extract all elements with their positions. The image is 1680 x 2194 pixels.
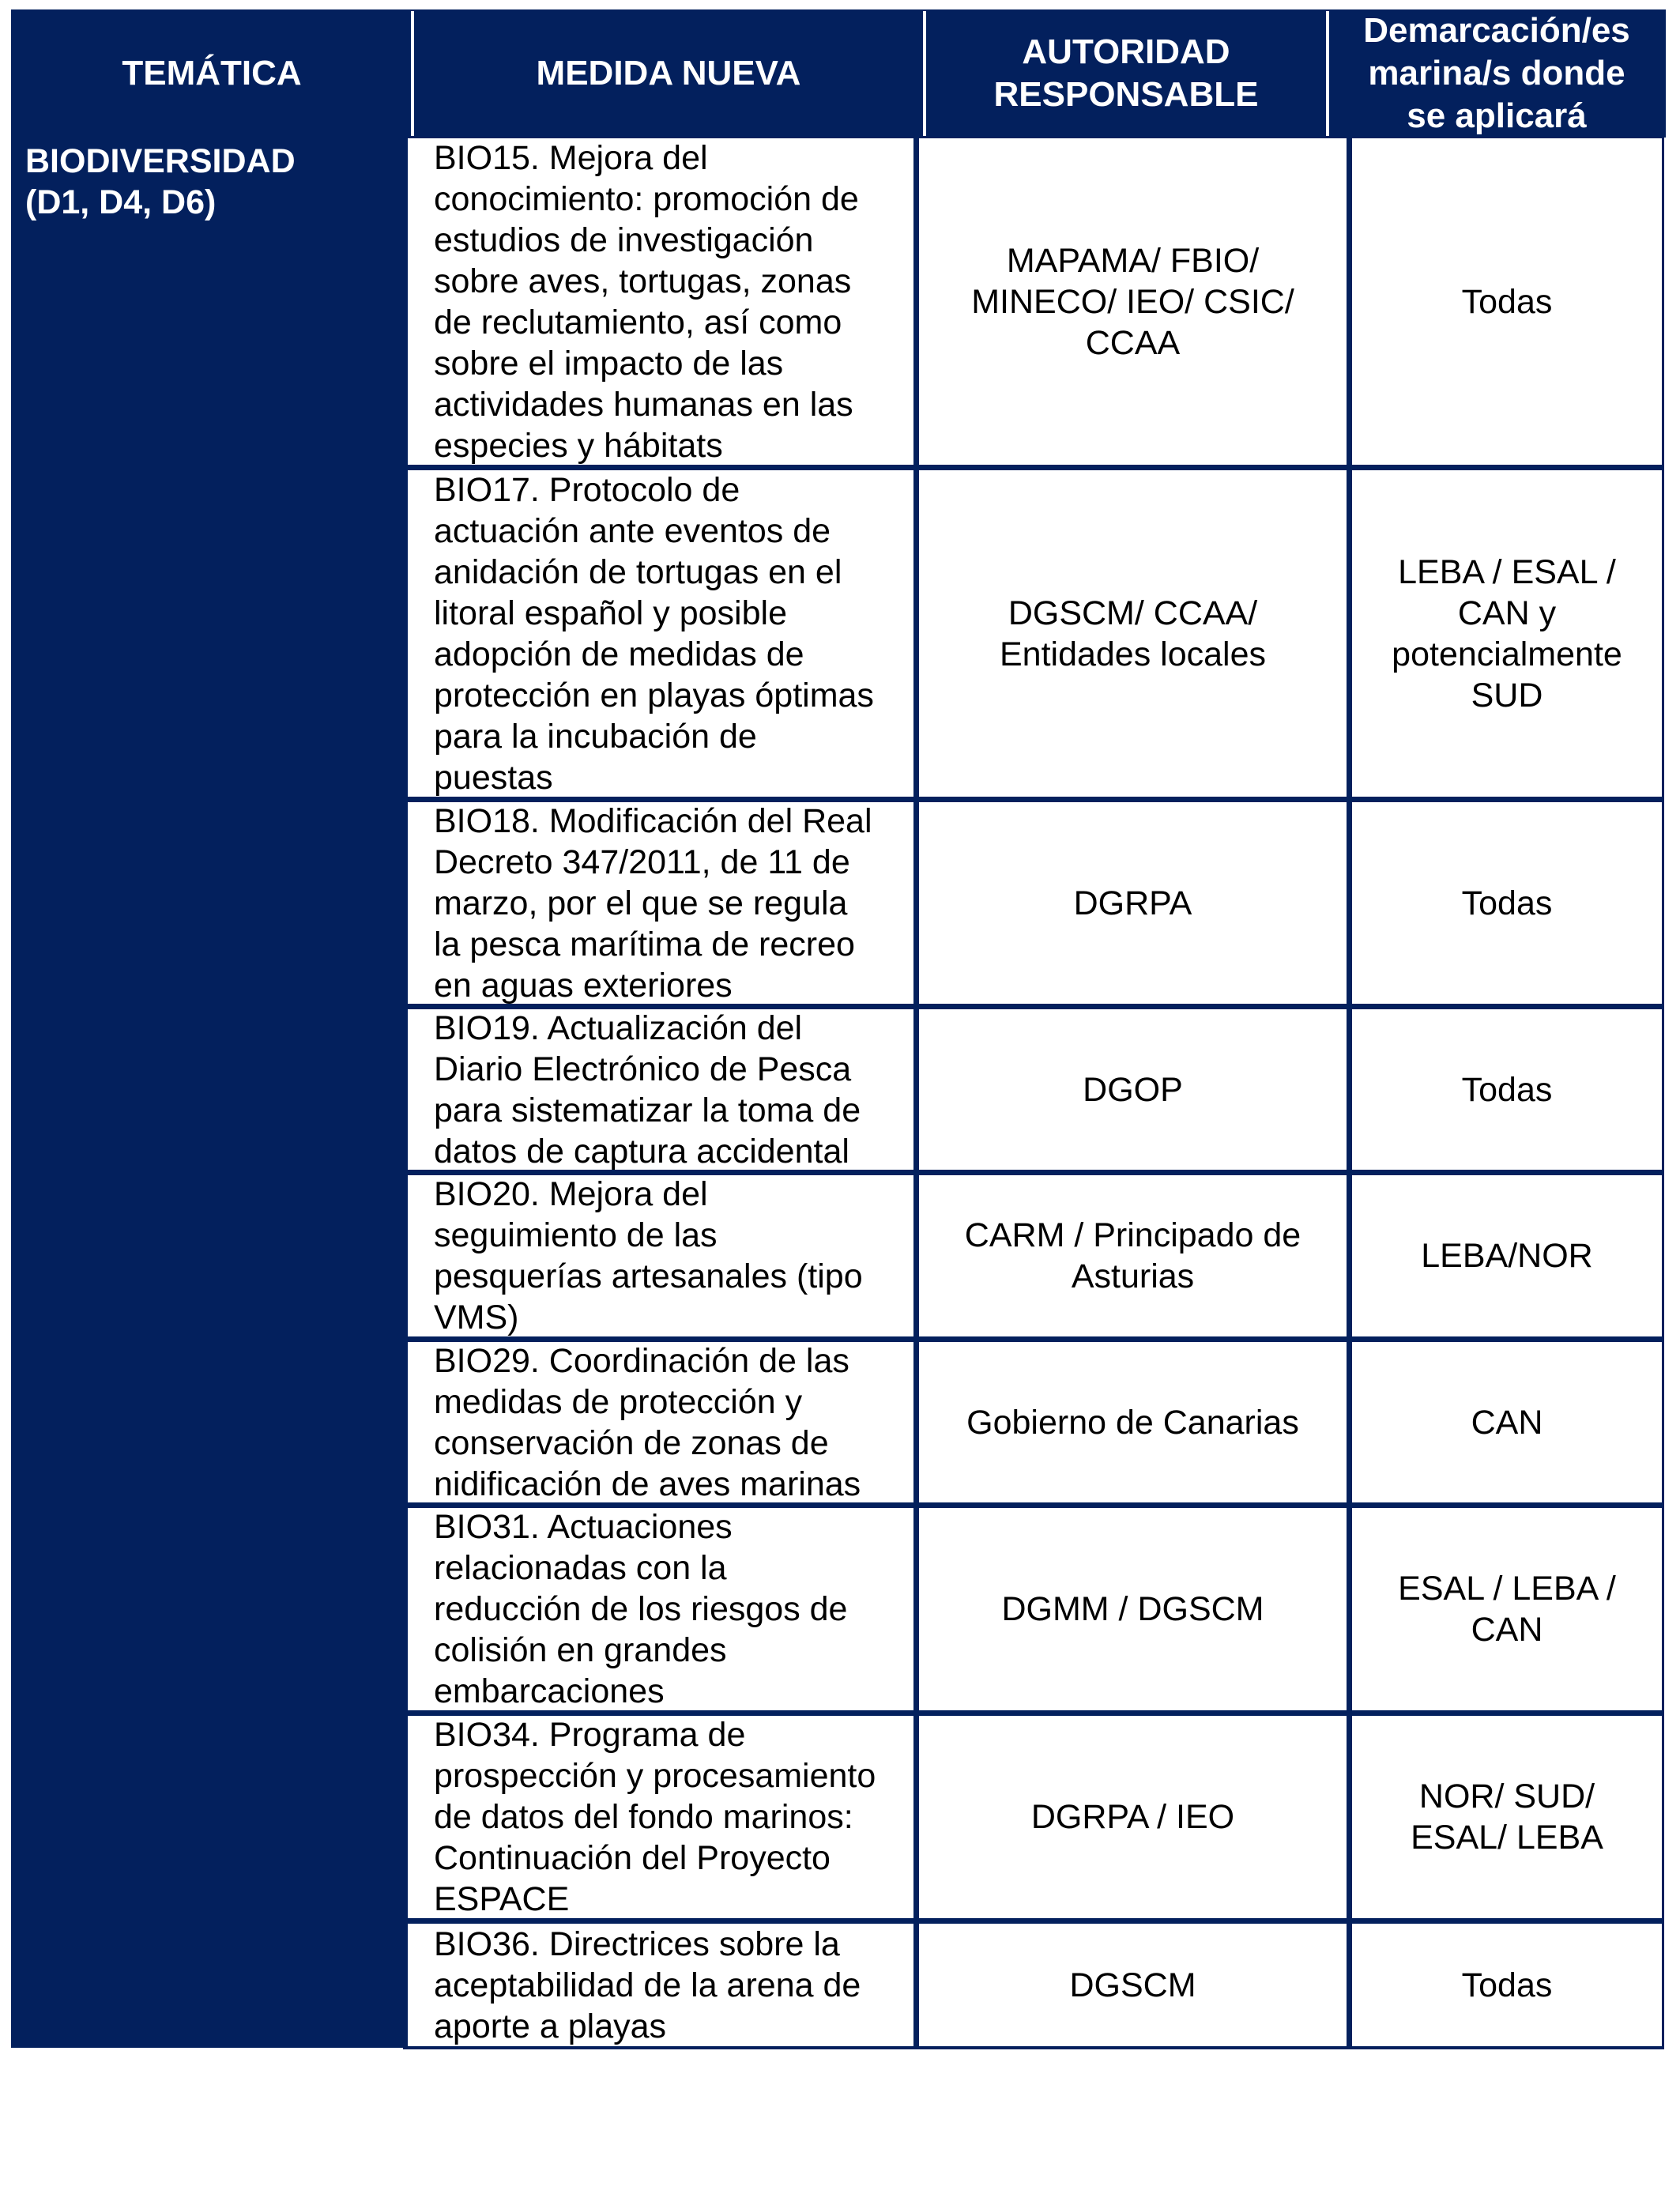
cell-text: CAN [1471, 1403, 1543, 1442]
cell-demarcacion [1352, 470, 1662, 797]
cell-text: ESAL / LEBA / CAN [1398, 1570, 1616, 1649]
cell-text: MAPAMA/ FBIO/ MINECO/ IEO/ CSIC/ CCAA [971, 241, 1294, 362]
header-demarcacion: Demarcación/es marina/s donde se aplicará [1363, 11, 1630, 135]
cell-autoridad [919, 1175, 1347, 1336]
cell-demarcacion [1352, 1508, 1662, 1710]
cell-medida [408, 1924, 913, 2046]
cell-text: DGSCM/ CCAA/ Entidades locales [999, 594, 1267, 673]
cell-medida [408, 1508, 913, 1710]
cell-text: BIO36. Directrices sobre la aceptabilidad de la arena de aporte a playas [434, 1924, 861, 2045]
cell-demarcacion [1352, 1009, 1662, 1170]
cell-text: BIO34. Programa de prospección y procesamiento de datos del fondo marinos: Continuación del Proyecto ESPACE [434, 1716, 876, 1918]
cell-autoridad [919, 1342, 1347, 1502]
cell-medida [408, 1175, 913, 1336]
cell-medida [408, 1716, 913, 1918]
tematica-column [11, 138, 403, 2048]
cell-text: DGMM / DGSCM [1001, 1590, 1264, 1628]
cell-text: BIO18. Modificación del Real Decreto 347/2011, de 11 de marzo, por el que se regula la pesca marítima de recreo en aguas exteriores [434, 801, 872, 1005]
cell-text: LEBA / ESAL / CAN y potencialmente SUD [1392, 552, 1622, 714]
cell-autoridad [919, 470, 1347, 797]
cell-text: NOR/ SUD/ ESAL/ LEBA [1411, 1777, 1603, 1857]
cell-text: Todas [1461, 282, 1553, 321]
cell-medida [408, 138, 913, 465]
tematica-label: BIODIVERSIDAD (D1, D4, D6) [25, 142, 296, 221]
cell-demarcacion [1352, 1924, 1662, 2046]
cell-text: Gobierno de Canarias [966, 1403, 1299, 1442]
cell-autoridad [919, 1009, 1347, 1170]
cell-text: Todas [1461, 1966, 1553, 2004]
cell-medida [408, 1342, 913, 1502]
cell-text: BIO19. Actualización del Diario Electrónico de Pesca para sistematizar la toma de datos de captura accidental [434, 1008, 861, 1171]
cell-text: Todas [1461, 884, 1553, 922]
cell-autoridad [919, 1716, 1347, 1918]
cell-text: CARM / Principado de Asturias [964, 1216, 1301, 1295]
cell-autoridad [919, 1508, 1347, 1710]
cell-text: DGRPA / IEO [1030, 1798, 1235, 1836]
header-tematica: TEMÁTICA [122, 54, 302, 92]
header-medida-nueva: MEDIDA NUEVA [536, 54, 801, 92]
cell-autoridad [919, 138, 1347, 465]
cell-demarcacion [1352, 802, 1662, 1004]
cell-medida [408, 1009, 913, 1170]
cell-text: DGRPA [1073, 884, 1192, 922]
cell-text: LEBA/NOR [1421, 1237, 1593, 1275]
cell-text: BIO15. Mejora del conocimiento: promoción de estudios de investigación sobre aves, tortugas, zonas de reclutamiento, así como sobre el impacto de las actividades humanas en las especies y hábitats [434, 138, 859, 465]
cell-demarcacion [1352, 1716, 1662, 1918]
cell-text: BIO31. Actuaciones relacionadas con la reducción de los riesgos de colisión en grandes embarcaciones [434, 1508, 848, 1710]
cell-text: BIO20. Mejora del seguimiento de las pesquerías artesanales (tipo VMS) [434, 1175, 863, 1336]
cell-text: BIO29. Coordinación de las medidas de protección y conservación de zonas de nidificación de aves marinas [434, 1341, 861, 1503]
cell-autoridad [919, 1924, 1347, 2046]
cell-text: DGOP [1083, 1070, 1183, 1109]
cell-text: DGSCM [1069, 1966, 1196, 2004]
cell-demarcacion [1352, 1342, 1662, 1502]
cell-text: BIO17. Protocolo de actuación ante eventos de anidación de tortugas en el litoral español y posible adopción de medidas de protección en playas óptimas para la incubación de puestas [434, 470, 874, 797]
cell-medida [408, 802, 913, 1004]
cell-medida [408, 470, 913, 797]
header-autoridad: AUTORIDAD RESPONSABLE [993, 32, 1259, 114]
cell-autoridad [919, 802, 1347, 1004]
cell-demarcacion [1352, 1175, 1662, 1336]
cell-text: Todas [1461, 1070, 1553, 1109]
cell-demarcacion [1352, 138, 1662, 465]
